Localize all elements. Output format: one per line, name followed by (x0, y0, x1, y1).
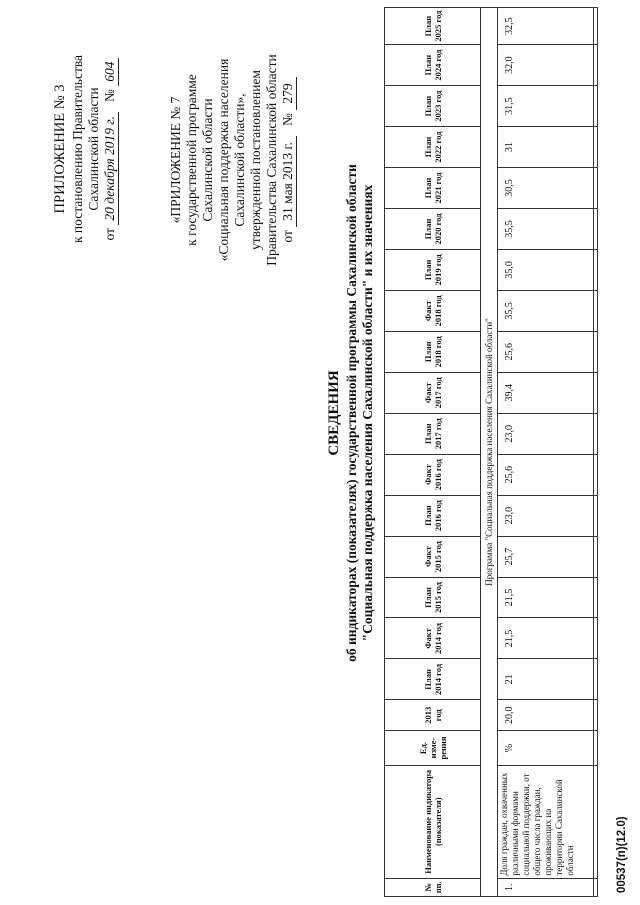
row-value: 32,5 (498, 8, 594, 45)
header-year: Факт 2018 год (385, 290, 481, 331)
row-value: 25,6 (498, 331, 594, 372)
header-year: План 2016 год (385, 495, 481, 536)
appendix-7-from-label: от (280, 230, 295, 243)
appendix-7-line2: Сахалинской области (200, 98, 215, 222)
row-indicator-name: Доля граждан, охваченных различными формами социальной поддержки, от общего числа граждан, проживающих на территории Сахалинской области (498, 765, 594, 878)
appendix-7-no-label: № (280, 113, 295, 126)
title-main: СВЕДЕНИЯ (326, 370, 342, 456)
header-year: План 2014 год (385, 659, 481, 700)
row-value: 35,0 (498, 249, 594, 290)
header-unit: Ед. изме-рения (385, 731, 481, 766)
row-value: 23,0 (498, 495, 594, 536)
header-year: План 2017 год (385, 413, 481, 454)
row-value: 39,4 (498, 372, 594, 413)
appendix-7-line1: к государственной программе (184, 74, 199, 246)
appendix-7-date: 31 мая 2013 г. (280, 136, 297, 227)
appendix-7-line6: Правительства Сахалинской области (264, 54, 279, 266)
appendix-3-from-label: от (102, 228, 117, 241)
row-value: 32,0 (498, 45, 594, 86)
appendix-7-number: 279 (280, 77, 297, 109)
header-year: План 2015 год (385, 577, 481, 618)
row-value: 31 (498, 127, 594, 168)
program-row (481, 8, 498, 897)
row-value: 21,5 (498, 577, 594, 618)
document-title (326, 153, 376, 673)
header-year: План 2020 год (385, 208, 481, 249)
appendix-7-date-line (280, 15, 297, 305)
appendix-3-line1: к постановлению Правительства (70, 54, 85, 244)
header-year: Факт 2017 год (385, 372, 481, 413)
appendix-3-no-label: № (102, 89, 117, 103)
appendix-7-line4: Сахалинской области», (232, 93, 247, 227)
row-num: 1. (498, 878, 594, 896)
header-year: Факт 2014 год (385, 618, 481, 659)
appendix-7-line3: «Социальная поддержка населения (216, 58, 231, 262)
header-name: Наименование индикатора (показателя) (385, 765, 481, 878)
header-year: План 2019 год (385, 249, 481, 290)
row-value: 25,6 (498, 454, 594, 495)
header-year: План 2018 год (385, 331, 481, 372)
row-value: 20,0 (498, 700, 594, 731)
header-year: Факт 2016 год (385, 454, 481, 495)
row-value: 21 (498, 659, 594, 700)
indicators-table (384, 7, 598, 897)
table-row (594, 8, 598, 897)
title-line2: "Социальная поддержка населения Сахалинской области" и их значениях (360, 184, 375, 642)
appendix-3-number: 604 (102, 58, 119, 86)
header-year: План 2024 год (385, 45, 481, 86)
appendix-3-line2: Сахалинской области (86, 87, 101, 211)
header-year: Факт 2015 год (385, 536, 481, 577)
title-line1: об индикаторах (показателях) государственной программы Сахалинской области (344, 164, 359, 662)
header-year: 2013 год (385, 700, 481, 731)
row-value: 25,7 (498, 536, 594, 577)
row-value: 23,0 (498, 413, 594, 454)
program-title: Программа "Социальная поддержка населения Сахалинской области" (481, 8, 498, 897)
appendix-3-date: 20 декабря 2019 г. (102, 112, 119, 224)
row-unit: % (498, 731, 594, 766)
footer-code: 00537(п)(12.0) (616, 816, 628, 893)
table-header-row (385, 8, 481, 897)
appendix-7-block (168, 15, 297, 305)
table-row (498, 8, 594, 897)
appendix-3-date-line (102, 0, 119, 309)
header-num: № пп. (385, 878, 481, 896)
appendix-3-block (52, 0, 119, 309)
header-year: План 2021 год (385, 168, 481, 209)
header-year: План 2023 год (385, 86, 481, 127)
appendix-7-line5: утвержденной постановлением (248, 70, 263, 250)
row-value: 31,5 (498, 86, 594, 127)
header-year: План 2022 год (385, 127, 481, 168)
row-value: 35,5 (498, 208, 594, 249)
row-value: 30,5 (498, 168, 594, 209)
row-value: 21,5 (498, 618, 594, 659)
header-year: План 2025 год (385, 8, 481, 45)
appendix-3-heading: ПРИЛОЖЕНИЕ № 3 (52, 84, 68, 214)
row-value: 35,5 (498, 290, 594, 331)
appendix-7-heading: «ПРИЛОЖЕНИЕ № 7 (168, 96, 183, 224)
